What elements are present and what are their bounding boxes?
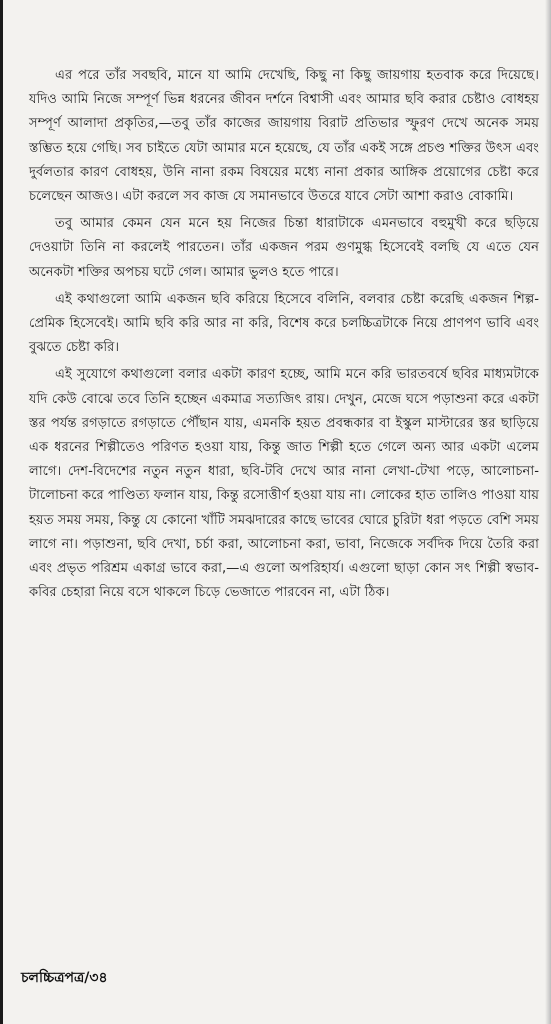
article-body <box>29 64 539 608</box>
paragraph-2: তবু আমার কেমন যেন মনে হয় নিজের চিন্তা ধারাটাকে এমনভাবে বহুমুখী করে ছড়িয়ে দেওয়াটা তিনি না করলেই পারতেন। তাঁর একজন পরম গুণমুগ্ধ হিসেবেই বলছি যে এতে যেন অনেকটা শক্তির অপচয় ঘটে গেল। আমার ভুলও হতে পারে। <box>29 216 539 280</box>
paragraph-1: এর পরে তাঁর সবছবি, মানে যা আমি দেখেছি, কিছু না কিছু জায়গায় হতবাক করে দিয়েছে। যদিও আমি নিজে সম্পূর্ণ ভিন্ন ধরনের জীবন দর্শনে বিশ্বাসী এবং আমার ছবি করার চেষ্টাও বোধহয় সম্পূর্ণ আলাদা প্রকৃতির,—তবু তাঁর কাজের জায়গায় বিরাট প্রতিভার স্ফুরণ দেখে অনেক সময় স্তম্ভিত হয়ে গেছি। সব চাইতে যেটা আমার মনে হয়েছে, যে তাঁর একই সঙ্গে প্রচণ্ড শক্তির উৎস এবং দুর্বলতার কারণ বোধহয়, উনি নানা রকম বিষয়ের মধ্যে নানা প্রকার আঙ্গিক প্রয়োগের চেষ্টা করে চলেছেন আজও। এটা করলে সব কাজ যে সমানভাবে উতরে যাবে সেটা আশা করাও বোকামি। <box>29 68 539 205</box>
scan-edge <box>545 0 551 1024</box>
page-footer: চলচ্চিত্রপত্র/৩৪ <box>21 970 108 986</box>
paragraph-3: এই কথাগুলো আমি একজন ছবি করিয়ে হিসেবে বলিনি, বলবার চেষ্টা করেছি একজন শিল্প-প্রেমিক হিসেবেই। আমি ছবি করি আর না করি, বিশেষ করে চলচ্চিত্রটাকে নিয়ে প্রাণপণ ভাবি এবং বুঝতে চেষ্টা করি। <box>29 291 539 356</box>
paragraph-4: এই সুযোগে কথাগুলো বলার একটা কারণ হচ্ছে, আমি মনে করি ভারতবর্ষে ছবির মাধ্যমটাকে যদি কেউ বোঝে তবে তিনি হচ্ছেন একমাত্র সত্যজিৎ রায়। দেখুন, মেজে ঘসে পড়াশুনা করে একটা স্তর পর্যন্ত রগড়াতে রগড়াতে পৌঁছান যায়, এমনকি হয়ত প্রবন্ধকার বা ইস্কুল মাস্টারের স্তর ছাড়িয়ে এক ধরনের শিল্পীতেও পরিণত হওয়া যায়, কিন্তু জাত শিল্পী হতে গেলে অন্য আর একটা এলেম লাগে। দেশ-বিদেশের নতুন নতুন ধারা, ছবি-টবি দেখে আর নানা লেখা-টেখা পড়ে, আলোচনা-টালোচনা করে পাণ্ডিত্য ফলান যায়, কিন্তু রসোত্তীর্ণ হওয়া যায় না। লোকের হাত তালিও পাওয়া যায় হয়ত সময় সময়, কিন্তু যে কোনো খাঁটি সমঝদারের কাছে ভাবের ঘোরে চুরিটা ধরা পড়তে বেশি সময় লাগে না। পড়াশুনা, ছবি দেখা, চর্চা করা, আলোচনা করা, ভাবা, নিজেকে সর্বদিক দিয়ে তৈরি করা এবং প্রভৃত পরিশ্রম একাগ্র ভাবে করা,—এ গুলো অপরিহার্য। এগুলো ছাড়া কোন সৎ শিল্পী স্বভাব-কবির চেহারা নিয়ে বসে থাকলে চিড়ে ভেজাতে পারবেন না, এটা ঠিক। <box>29 367 539 601</box>
